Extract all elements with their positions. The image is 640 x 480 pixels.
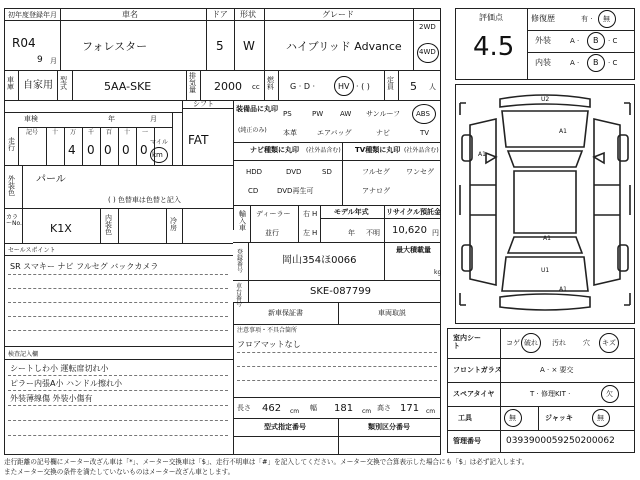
jack-label: ジャッキ xyxy=(545,414,573,422)
navi-dvd: DVD xyxy=(286,168,302,176)
tv-type-sub: (社外品含む) xyxy=(404,147,439,154)
seat-hole: 穴 xyxy=(583,339,590,347)
navi-hdd: HDD xyxy=(246,168,263,176)
fuel-hv: HV xyxy=(338,82,350,91)
equip-tv: TV xyxy=(420,129,430,137)
plate-label: 登録番号 xyxy=(237,249,244,274)
mileage-unit-man: 万 xyxy=(70,129,77,136)
mileage-digit-5: 0 xyxy=(140,143,148,157)
color-no-label: カラーNo. xyxy=(6,214,22,227)
diagram-mark-u2: U2 xyxy=(541,96,550,103)
length-label: 長さ xyxy=(237,404,251,412)
exterior-a: A · xyxy=(570,37,580,45)
inspection-year-label: 年 xyxy=(108,115,115,123)
tools-label: 工具 xyxy=(458,414,472,422)
type-no-label: 型式指定番号 xyxy=(264,423,306,431)
exterior-label: 外装 xyxy=(535,36,551,45)
sales-point-text: SR スマキー ナビ フルセグ バックカメラ xyxy=(10,262,159,271)
tv-type-label: TV種類に丸印 xyxy=(355,146,401,154)
navi-type-label: ナビ種類に丸印 xyxy=(250,146,299,154)
mileage-digit-2: 0 xyxy=(87,143,95,157)
equipment-sublabel: (純正のみ) xyxy=(238,127,267,134)
interior-c: · C xyxy=(608,59,618,67)
mileage-unit-ichi: 一 xyxy=(142,129,149,136)
exterior-c: · C xyxy=(608,37,618,45)
inspector-line-3: 外装薄線傷 外装小傷有 xyxy=(10,394,93,403)
color-value: パール xyxy=(36,174,66,185)
car-damage-diagram xyxy=(456,85,634,323)
glass-text: A · × 要交 xyxy=(540,366,574,374)
equip-navi: ナビ xyxy=(376,129,390,137)
spare-label: スペアタイヤ xyxy=(453,390,495,398)
control-no: 0393900059250200062 xyxy=(506,436,615,446)
recycle-value: 10,620 xyxy=(392,225,427,236)
glass-label: フロントガラス xyxy=(453,366,502,374)
shape-label: 形状 xyxy=(240,10,256,19)
repair-value: 無 xyxy=(603,15,610,23)
reg-month-unit: 月 xyxy=(50,57,57,65)
score-value: 4.5 xyxy=(473,32,515,62)
mileage-unit-juu: 十 xyxy=(124,129,131,136)
reg-year: R04 xyxy=(12,36,36,50)
shape: W xyxy=(243,39,255,53)
model-year-unit: 年 xyxy=(348,229,355,237)
navi-cd: CD xyxy=(248,187,259,195)
model-year-unknown: 不明 xyxy=(366,229,380,237)
max-load-unit: kg xyxy=(434,269,442,276)
interior-value: B xyxy=(593,58,599,67)
navi-sd: SD xyxy=(322,168,332,176)
import-left-h: H xyxy=(312,229,318,237)
diagram-mark-u1: U1 xyxy=(541,267,550,274)
sales-point-label: セールスポイント xyxy=(8,247,56,254)
equip-leather: 本革 xyxy=(283,129,297,137)
width-unit: cm xyxy=(362,408,372,415)
import-right-h: H xyxy=(312,210,318,218)
reg-kind-label: 車庫 xyxy=(7,76,14,91)
tools-value: 無 xyxy=(509,414,516,422)
plate-value: 岡山354ほ0066 xyxy=(282,255,357,266)
fuel-options: G · D · xyxy=(290,82,316,91)
import-label: 輸入車 xyxy=(239,210,246,232)
drive-2wd: 2WD xyxy=(419,23,436,31)
equip-airbag: エアバッグ xyxy=(317,129,352,137)
score-label: 評価点 xyxy=(479,13,503,22)
equip-pw: PW xyxy=(312,110,324,118)
displacement-unit: cc xyxy=(252,83,260,91)
drive-4wd: 4WD xyxy=(419,48,436,56)
color-side-label: 外装色 xyxy=(8,175,15,197)
capacity-label: 定員 xyxy=(387,76,394,91)
inspector-label: 検査記入欄 xyxy=(8,351,39,358)
repair-label: 修復歴 xyxy=(531,14,555,23)
manual-label: 車両取説 xyxy=(378,309,406,317)
jack-value: 無 xyxy=(597,414,604,422)
mileage-side-label: 走行 xyxy=(8,137,15,152)
seat-label: 室内シート xyxy=(453,334,481,351)
capacity: 5 xyxy=(410,80,417,93)
exterior-value: B xyxy=(593,36,599,45)
inspection-month-label: 月 xyxy=(150,115,157,123)
equip-abs: ABS xyxy=(416,110,430,118)
inspector-line-2: ピラー内張A小 ハンドル擦れ小 xyxy=(10,379,123,388)
car-name-label: 車名 xyxy=(122,10,138,19)
spare-text: T · 修理KIT · xyxy=(530,390,571,398)
interior-label: 内装 xyxy=(535,58,551,67)
model-year-label: モデル年式 xyxy=(334,208,369,216)
car-name: フォレスター xyxy=(82,40,148,53)
seat-burn: コゲ xyxy=(506,339,520,347)
grade-label: グレード xyxy=(322,10,354,19)
color-no: K1X xyxy=(50,222,72,235)
mileage-km-label: km xyxy=(152,151,163,159)
equip-sunroof: サンルーフ xyxy=(366,110,401,118)
capacity-unit: 人 xyxy=(429,83,436,91)
mileage-digit-3: 0 xyxy=(104,143,112,157)
length-unit: cm xyxy=(290,408,300,415)
fuel-other: · ( ) xyxy=(356,82,370,91)
grade: ハイブリッド Advance xyxy=(286,40,402,53)
length-value: 462 xyxy=(262,403,282,414)
interior-color-label: 内装色 xyxy=(105,214,112,236)
mileage-unit-hyaku: 百 xyxy=(106,129,113,136)
reg-kind: 自家用 xyxy=(23,80,53,91)
class-no-label: 類別区分番号 xyxy=(368,423,410,431)
width-label: 幅 xyxy=(310,404,317,412)
mileage-unit-ten: 十 xyxy=(52,129,59,136)
displacement-label: 排気量 xyxy=(189,72,196,94)
height-unit: cm xyxy=(426,408,436,415)
inspection-label: 車検 xyxy=(24,115,38,123)
model: 5AA-SKE xyxy=(104,80,152,93)
inspector-line-1: シートしわ小 運転席切れ小 xyxy=(10,364,109,373)
seat-tear: 破れ xyxy=(524,339,538,347)
control-no-label: 管理番号 xyxy=(453,437,481,445)
recycle-label: リサイクル預託金 xyxy=(386,208,442,216)
width-value: 181 xyxy=(334,403,354,414)
mileage-record-label: 記号 xyxy=(26,129,39,136)
shift-label: シフト xyxy=(193,100,214,108)
tv-fullseg: フルセグ xyxy=(362,168,390,176)
mileage-mile-label: マイル xyxy=(150,139,168,146)
height-value: 171 xyxy=(400,403,420,414)
warranty-label: 新車保証書 xyxy=(268,309,303,317)
mileage-digit-1: 4 xyxy=(68,143,76,157)
footer-note-1: 走行距離の記号欄にメーター改ざん車は「*」、メーター交換車は「$」、走行不明車は「#」を記入してください。メーター交換で合算表示した場合にも「$」は必ず記入します。 xyxy=(4,458,529,466)
navi-type-sub: (社外品含む) xyxy=(306,147,341,154)
tv-analog: アナログ xyxy=(362,187,390,195)
chassis-label: 車台番号 xyxy=(236,283,243,308)
doors: 5 xyxy=(216,39,224,53)
shift-value: FAT xyxy=(188,133,209,147)
tv-oneseg: ワンセグ xyxy=(406,168,434,176)
seat-scratch: キズ xyxy=(602,339,616,347)
equip-ps: PS xyxy=(283,110,292,118)
spare-none: 欠 xyxy=(606,390,613,398)
model-label: 型式 xyxy=(60,76,67,91)
mileage-digit-4: 0 xyxy=(122,143,130,157)
import-parallel: 並行 xyxy=(265,229,279,237)
diagram-mark-a1-rear: A1 xyxy=(543,235,551,242)
footer-note-2: またメーター交換の条件を満たしていないものはメーター改ざん車とします。 xyxy=(4,468,235,476)
equip-aw: AW xyxy=(340,110,352,118)
import-left: 左 xyxy=(303,229,310,237)
fuel-label: 燃料 xyxy=(267,76,274,91)
import-right: 右 xyxy=(303,210,310,218)
displacement: 2000 xyxy=(214,80,242,93)
diagram-mark-a1-roof: A1 xyxy=(559,128,567,135)
equipment-label: 装備品に丸印 xyxy=(236,105,278,113)
interior-a: A · xyxy=(570,59,580,67)
max-load-label: 最大積載量 xyxy=(396,246,431,254)
chassis-value: SKE-087799 xyxy=(310,286,372,297)
height-label: 高さ xyxy=(377,404,391,412)
navi-dvd-play: DVD再生可 xyxy=(277,187,314,195)
diagram-mark-a1-left: A1 xyxy=(478,151,486,158)
recycle-yen: 円 xyxy=(432,229,439,237)
mileage-unit-sen: 千 xyxy=(88,129,95,136)
doors-label: ドア xyxy=(212,10,228,19)
import-dealer: ディーラー xyxy=(256,210,291,218)
notice-label: 注意事項・不具合箇所 xyxy=(237,327,298,334)
seat-dirt: 汚れ xyxy=(552,339,566,347)
cooler-label: 冷房 xyxy=(170,217,177,232)
repair-options: 有 · xyxy=(581,15,593,23)
reg-year-label: 初年度登録年月 xyxy=(8,11,57,19)
reg-month: 9 xyxy=(37,55,43,65)
diagram-mark-a1-bumper: A1 xyxy=(559,286,567,293)
color-note: ( ) 色替車は色替と記入 xyxy=(108,196,181,204)
notice-text: フロアマットなし xyxy=(237,340,301,349)
